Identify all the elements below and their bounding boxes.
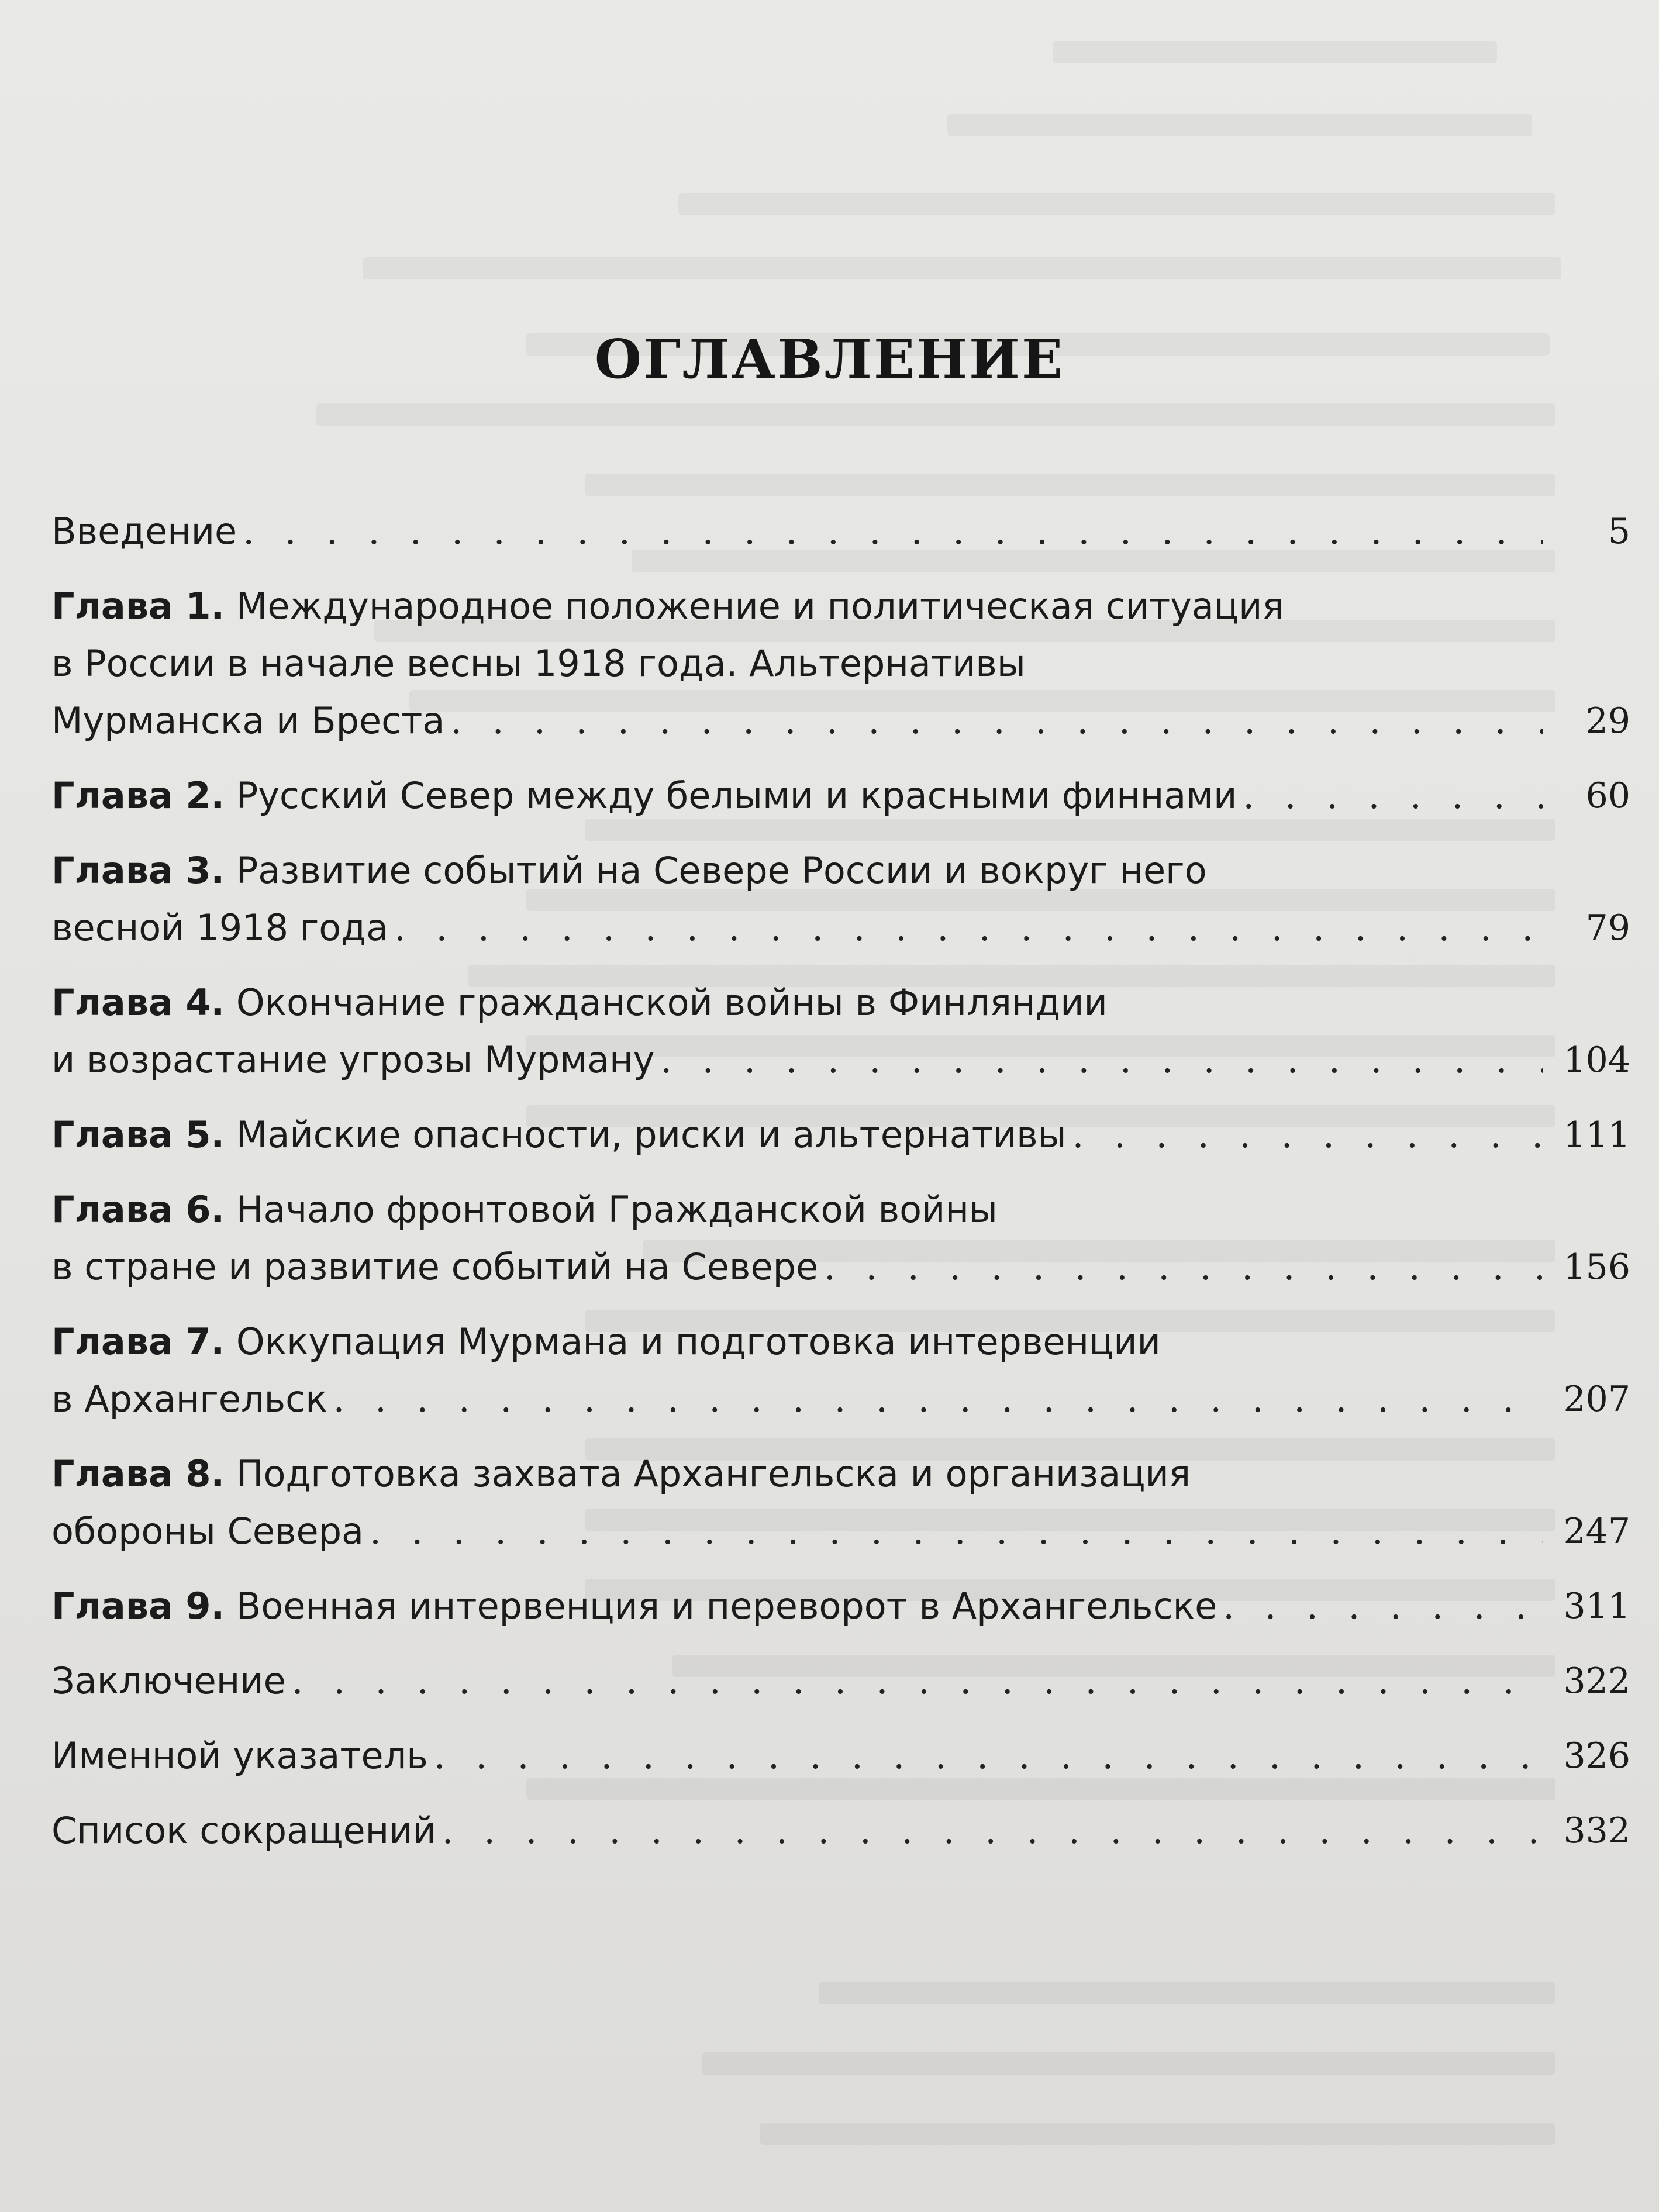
toc-title: Именной указатель [51, 1734, 428, 1777]
toc-line [51, 899, 1630, 957]
dot-leader [292, 1652, 1543, 1710]
page-number: 332 [1563, 1810, 1630, 1851]
chapter-label: Глава 6. [51, 1188, 225, 1231]
page-number: 311 [1563, 1586, 1630, 1627]
dot-leader [660, 1031, 1543, 1089]
dot-leader [1223, 1578, 1543, 1635]
dot-leader [333, 1371, 1543, 1428]
toc-line [51, 1578, 1630, 1635]
toc-line [51, 1371, 1630, 1428]
toc-title: в Архангельск [51, 1378, 327, 1420]
toc-line [51, 1802, 1630, 1859]
chapter-label: Глава 2. [51, 774, 225, 817]
toc-title: в стране и развитие событий на Севере [51, 1245, 819, 1288]
dot-leader [450, 692, 1543, 750]
toc-title: Заключение [51, 1659, 286, 1702]
toc-line [51, 1313, 1630, 1371]
page-number: 5 [1608, 511, 1630, 552]
toc-line: в России в начале весны 1918 года. Альтернативы [51, 642, 1026, 685]
page-number: 156 [1563, 1247, 1630, 1288]
toc-line [51, 1031, 1630, 1089]
dot-leader [1243, 767, 1543, 824]
toc-entry-chapter-5 [51, 1106, 1630, 1164]
toc-entry-name-index [51, 1727, 1630, 1785]
page-number: 104 [1563, 1040, 1630, 1081]
dot-leader [434, 1727, 1543, 1785]
page-number: 322 [1563, 1661, 1630, 1702]
toc-entry-chapter-6 [51, 1181, 1630, 1296]
toc-title: Развитие событий на Севере России и вокруг него [236, 849, 1207, 892]
toc-line [51, 692, 1630, 750]
toc-title: Мурманска и Бреста [51, 699, 445, 742]
toc-entry-introduction [51, 503, 1630, 560]
chapter-label: Глава 9. [51, 1585, 225, 1627]
toc-entry-abbreviations [51, 1802, 1630, 1859]
toc-title: Окончание гражданской войны в Финляндии [236, 981, 1108, 1024]
dot-leader [370, 1503, 1543, 1560]
toc-entry-chapter-9 [51, 1578, 1630, 1635]
toc-entry-conclusion [51, 1652, 1630, 1710]
page-number: 247 [1563, 1511, 1630, 1552]
toc-title: Список сокращений [51, 1809, 436, 1852]
toc-title: Оккупация Мурмана и подготовка интервенции [236, 1320, 1161, 1363]
toc-title: Русский Север между белыми и красными финнами [236, 774, 1237, 817]
page-number: 29 [1585, 700, 1630, 741]
toc-line [51, 503, 1630, 560]
dot-leader [243, 503, 1543, 560]
dot-leader [442, 1802, 1543, 1859]
toc-title: обороны Севера [51, 1510, 364, 1552]
page-number: 79 [1585, 907, 1630, 948]
chapter-label: Глава 7. [51, 1320, 225, 1363]
chapter-label: Глава 3. [51, 849, 225, 892]
toc-title: Подготовка захвата Архангельска и организация [236, 1452, 1191, 1495]
toc-title: Международное положение и политическая ситуация [236, 585, 1284, 627]
chapter-label: Глава 4. [51, 981, 225, 1024]
toc-title: и возрастание угрозы Мурману [51, 1038, 655, 1081]
toc-entry-chapter-3 [51, 842, 1630, 957]
toc-title: Введение [51, 510, 237, 553]
toc-line [51, 974, 1630, 1031]
toc-title: Военная интервенция и переворот в Архангельске [236, 1585, 1217, 1627]
toc-line [51, 1106, 1630, 1164]
toc-line [51, 1445, 1630, 1503]
toc-line [51, 842, 1630, 899]
toc-line [51, 1238, 1630, 1296]
toc-line [51, 1181, 1630, 1238]
dot-leader [1072, 1106, 1543, 1164]
page-number: 207 [1563, 1379, 1630, 1420]
toc-entry-chapter-7 [51, 1313, 1630, 1428]
table-of-contents [51, 503, 1630, 1877]
toc-entry-chapter-2 [51, 767, 1630, 824]
dot-leader [824, 1238, 1543, 1296]
toc-line [51, 578, 1630, 635]
toc-title: весной 1918 года [51, 906, 389, 949]
chapter-label: Глава 8. [51, 1452, 225, 1495]
page-title: ОГЛАВЛЕНИЕ [594, 327, 1065, 391]
chapter-label: Глава 5. [51, 1113, 225, 1156]
page-number: 111 [1563, 1114, 1630, 1155]
dot-leader [394, 899, 1543, 957]
toc-title: Начало фронтовой Гражданской войны [236, 1188, 998, 1231]
toc-title: Майские опасности, риски и альтернативы [236, 1113, 1067, 1156]
page-number: 60 [1585, 775, 1630, 816]
page-number: 326 [1563, 1735, 1630, 1776]
toc-entry-chapter-4 [51, 974, 1630, 1089]
toc-entry-chapter-8 [51, 1445, 1630, 1560]
toc-line [51, 1652, 1630, 1710]
toc-line [51, 767, 1630, 824]
chapter-label: Глава 1. [51, 585, 225, 627]
toc-entry-chapter-1 [51, 578, 1630, 750]
toc-line [51, 1503, 1630, 1560]
toc-line [51, 1727, 1630, 1785]
